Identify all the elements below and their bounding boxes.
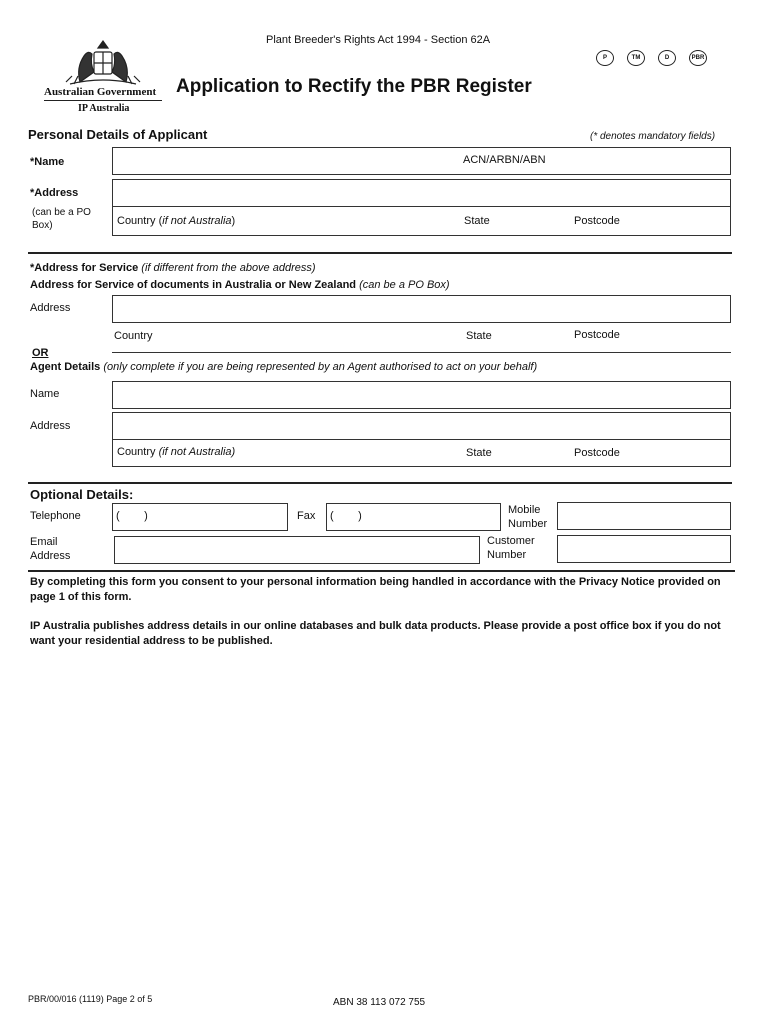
form-code: PBR/00/016 (1119) Page 2 of 5	[28, 994, 153, 1004]
gov-crest	[40, 38, 166, 90]
publish-notice: IP Australia publishes address details in our online databases and bulk data products. Please provide a post office box if you do not want your residential address to be published.	[30, 620, 721, 647]
page-title: Application to Rectify the PBR Register	[176, 76, 532, 97]
service-address-label: Address	[30, 302, 71, 314]
privacy-notice: By completing this form you consent to your personal information being handled in accordance with the Privacy Notice provided on page 1 of this form.	[30, 576, 721, 603]
agent-name-label: Name	[30, 388, 60, 400]
applicant-country-row[interactable]	[112, 206, 731, 236]
service-address-field[interactable]	[112, 295, 731, 323]
badge-trademark: TM	[627, 50, 645, 66]
state-label: State	[464, 215, 490, 227]
service-heading: *Address for Service (if different from the above address)	[30, 262, 316, 274]
email-label: Email Address	[30, 536, 71, 562]
service-country-label: Country	[114, 330, 153, 342]
telephone-field[interactable]	[112, 503, 288, 531]
address-label: *Address	[30, 187, 79, 199]
agent-country-label: Country (if not Australia)	[117, 446, 236, 458]
country-label: Country (if not Australia)	[117, 215, 236, 227]
agent-address-label: Address	[30, 420, 71, 432]
customer-number-label: Customer Number	[487, 535, 535, 561]
email-field[interactable]	[114, 536, 480, 564]
mobile-field[interactable]	[557, 502, 731, 530]
section-divider-3	[28, 570, 735, 572]
service-country-row[interactable]	[112, 322, 731, 353]
coat-of-arms-icon	[40, 38, 166, 88]
gov-name-rule	[44, 100, 162, 101]
customer-number-field[interactable]	[557, 535, 731, 563]
section-divider-2	[28, 482, 732, 484]
section-divider	[28, 252, 732, 254]
telephone-label: Telephone	[30, 510, 81, 522]
or-label: OR	[32, 347, 49, 359]
telephone-parens: ( )	[116, 510, 148, 522]
agent-country-row[interactable]	[112, 439, 731, 467]
abn: ABN 38 113 072 755	[333, 997, 426, 1008]
agency-name: IP Australia	[78, 103, 130, 114]
fax-label: Fax	[297, 510, 316, 522]
acn-label: ACN/ARBN/ABN	[463, 154, 546, 166]
agent-address-field[interactable]	[112, 412, 731, 440]
fax-field[interactable]	[326, 503, 501, 531]
badge-patent: P	[596, 50, 614, 66]
mandatory-note: (* denotes mandatory fields)	[590, 131, 716, 142]
gov-name: Australian Government	[44, 86, 157, 98]
agent-state-label: State	[466, 447, 492, 459]
name-label: *Name	[30, 156, 65, 168]
address-hint: (can be a PO Box)	[32, 207, 91, 231]
service-postcode-label: Postcode	[574, 329, 620, 341]
badge-pbr: PBR	[689, 50, 707, 66]
mobile-label: Mobile Number	[508, 504, 548, 530]
agent-name-field[interactable]	[112, 381, 731, 409]
agent-postcode-label: Postcode	[574, 447, 620, 459]
postcode-label: Postcode	[574, 215, 620, 227]
fax-parens: ( )	[330, 510, 362, 522]
applicant-name-field[interactable]	[112, 147, 731, 175]
badge-design: D	[658, 50, 676, 66]
optional-heading: Optional Details:	[30, 487, 134, 502]
agent-heading: Agent Details (only complete if you are being represented by an Agent authorised to act on your behalf)	[30, 361, 538, 373]
act-line: Plant Breeder's Rights Act 1994 - Section 62A	[266, 34, 491, 46]
service-state-label: State	[466, 330, 492, 342]
service-subheading: Address for Service of documents in Australia or New Zealand (can be a PO Box)	[30, 279, 450, 291]
applicant-address-field[interactable]	[112, 179, 731, 207]
personal-heading: Personal Details of Applicant	[28, 127, 208, 142]
